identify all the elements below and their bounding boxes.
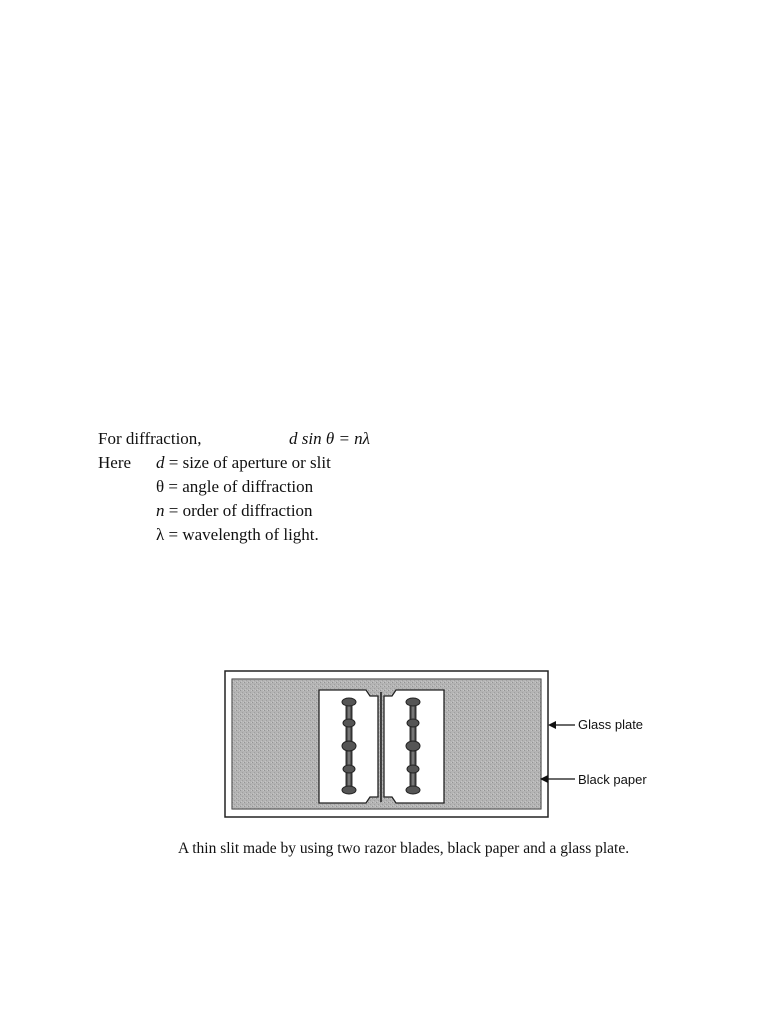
definition-wavelength [156,524,319,546]
glass-plate-label: Glass plate [578,717,644,732]
definition-text: = wavelength of light. [164,525,319,544]
definition-text: = angle of diffraction [164,477,314,496]
definition-text: = size of aperture or slit [164,453,331,472]
diffraction-equation: d sin θ = nλ [289,429,371,448]
definition-order [156,500,313,522]
formula-intro: For diffraction, [98,429,202,448]
razor-slit-figure [224,670,694,820]
definition-symbol: λ [156,525,165,544]
figure-caption: A thin slit made by using two razor blades, black paper and a glass plate. [178,840,630,857]
glass-plate-arrow [548,721,575,729]
left-razor-blade [319,690,378,803]
definition-text: = order of diffraction [164,501,313,520]
definition-symbol: d [156,453,165,472]
definition-symbol: θ [156,477,165,496]
definition-aperture [156,452,331,474]
right-razor-blade [384,690,444,803]
slit-diagram [224,670,694,820]
black-paper-label: Black paper [578,772,647,787]
definition-angle [156,476,313,498]
here-label: Here [98,453,132,472]
definition-symbol: n [156,501,165,520]
